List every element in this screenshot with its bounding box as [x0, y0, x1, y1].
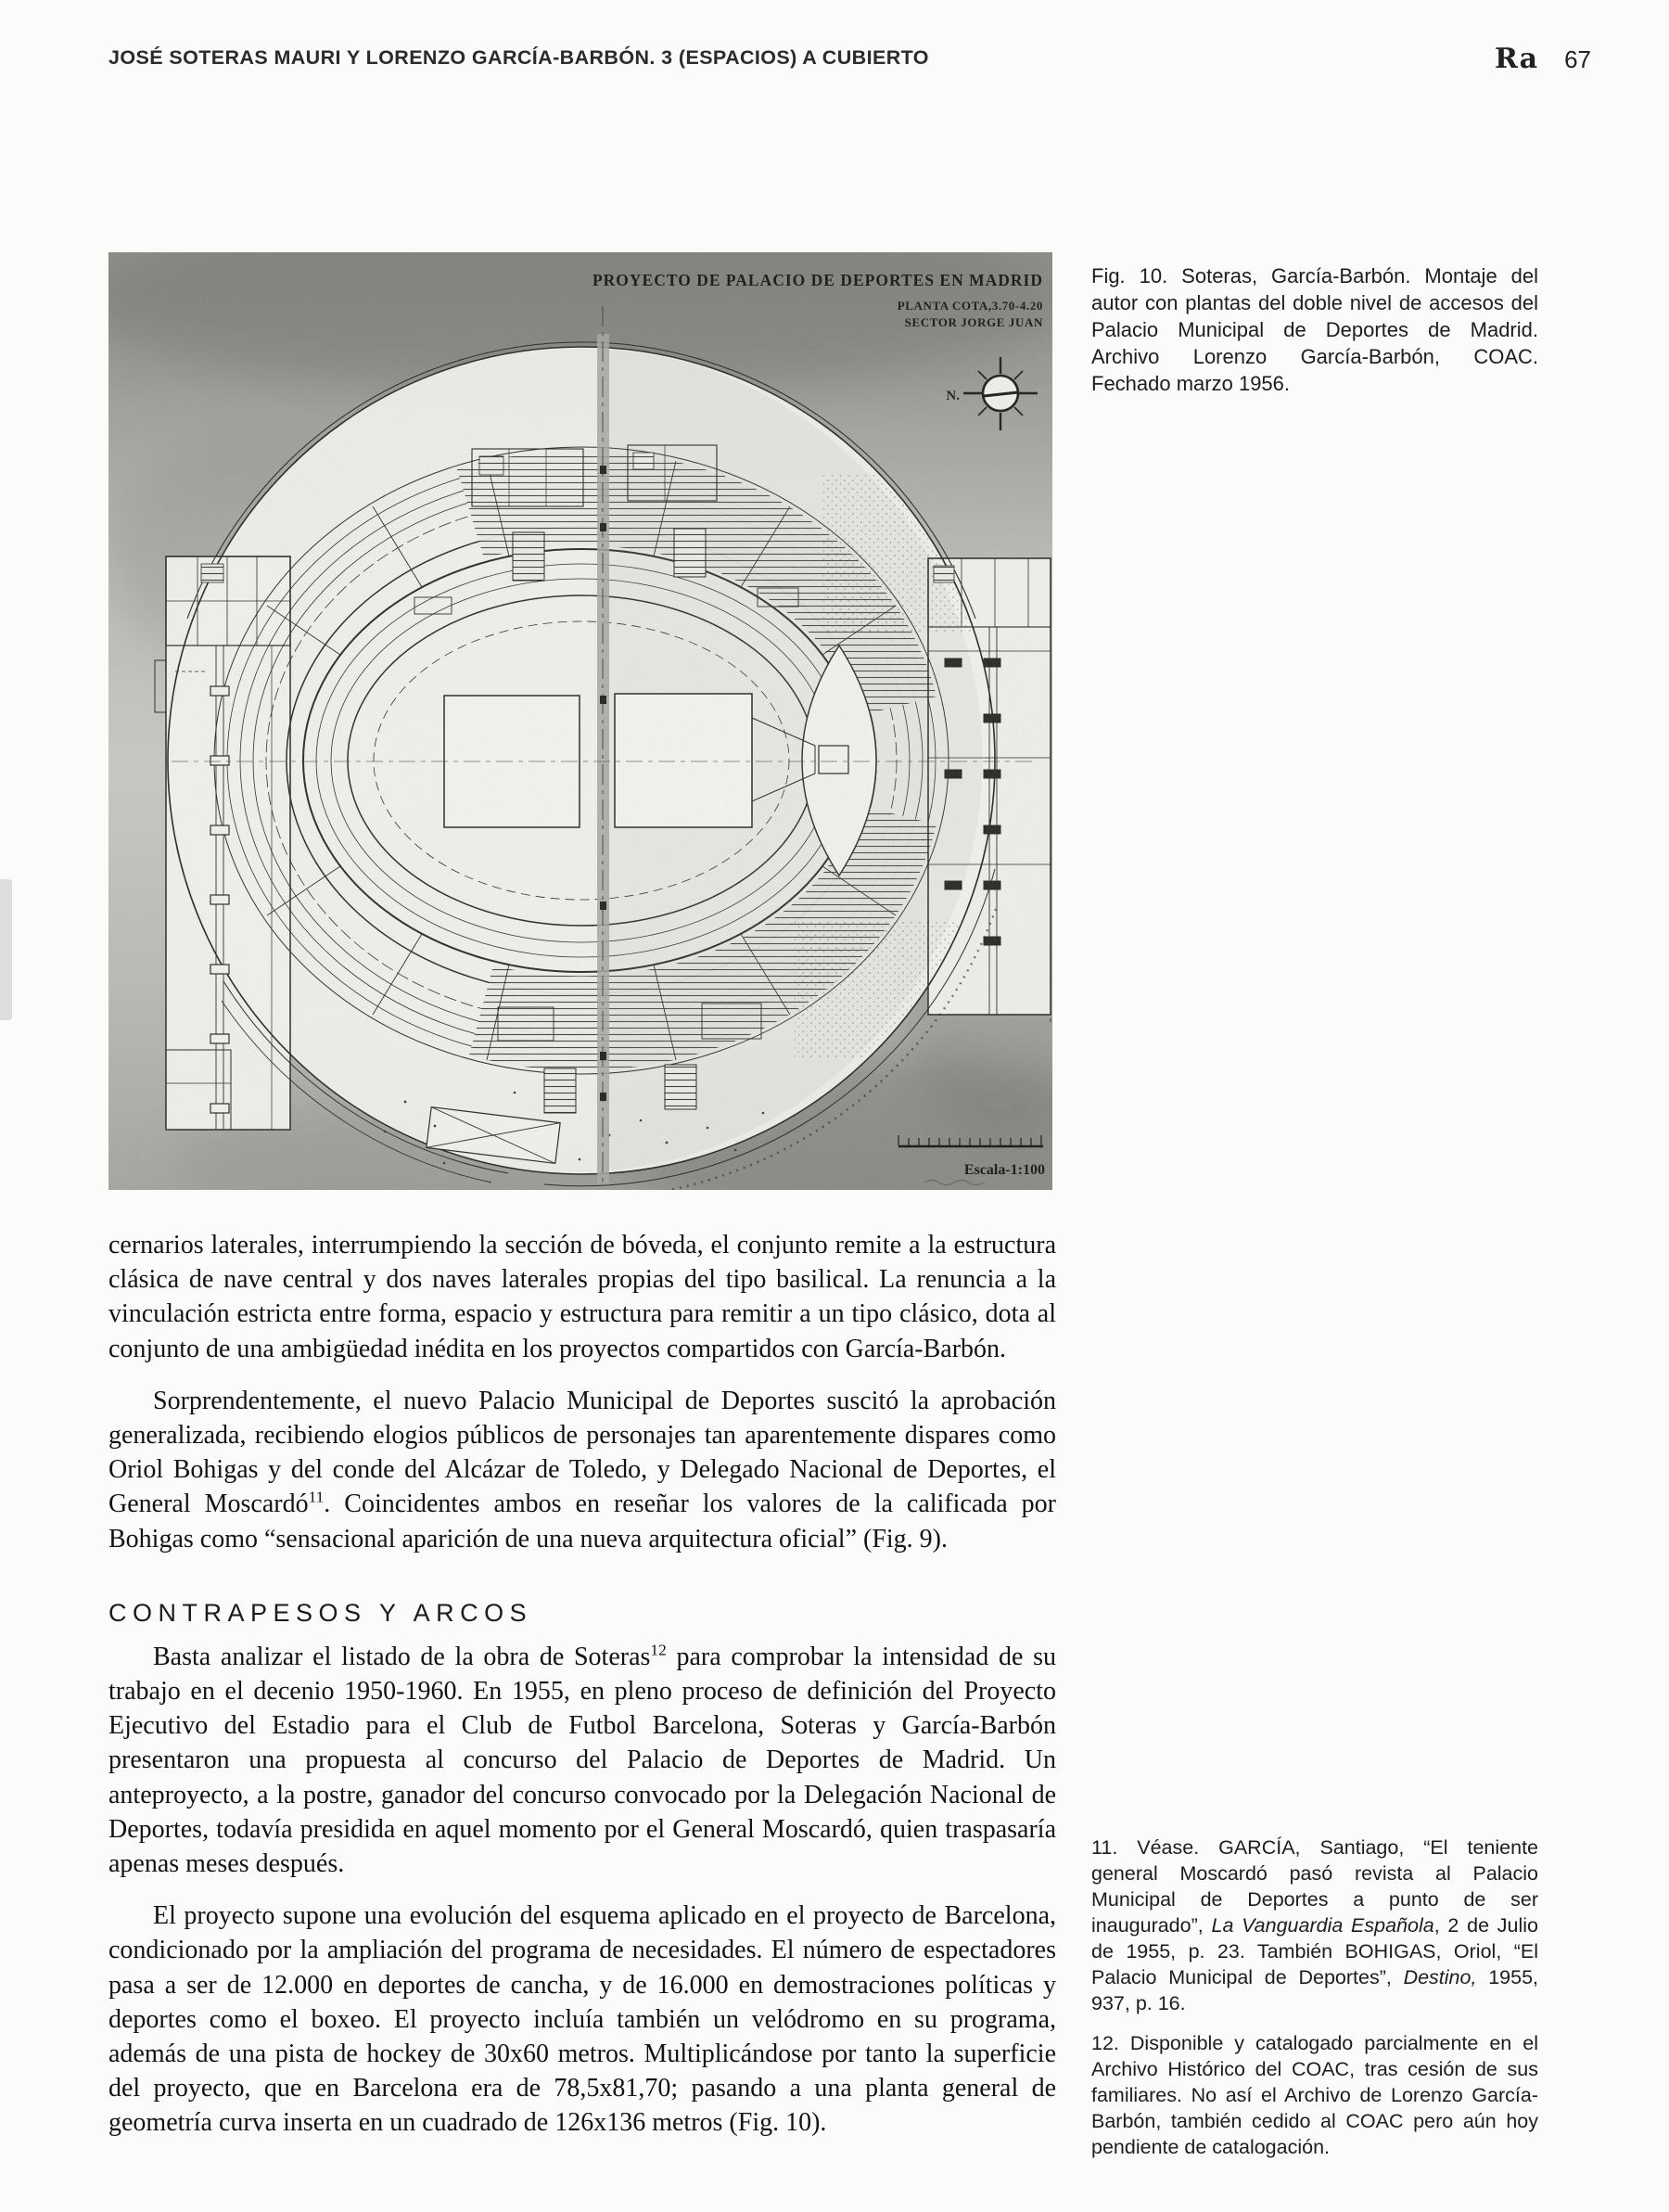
footnote-ref-12: 12	[650, 1641, 667, 1659]
footnote-text: 1955, 937, p. 16.	[1091, 1966, 1538, 2014]
paragraph-text: . Coincidentes ambos en reseñar los valores de la calificada por Bohigas como “sensacional aparición de una nueva arquitectura oficial” (Fig. 9).	[108, 1490, 1056, 1554]
plan-subtitle-sector: SECTOR JORGE JUAN	[904, 315, 1043, 329]
footnote-text: 11. Véase. GARCÍA, Santiago, “El teniente general Moscardó pasó revista al Palacio Municipal de Deportes a punto de ser inaugurado”,	[1091, 1836, 1538, 1937]
footnote-text: , 2 de Julio de 1955, p. 23. También BOHIGAS, Oriol, “El Palacio Municipal de Deportes”,	[1091, 1914, 1539, 1988]
footnote-11	[1091, 1835, 1538, 2016]
section-heading: CONTRAPESOS Y ARCOS	[108, 1598, 533, 1627]
footnote-ref-11: 11	[308, 1489, 325, 1507]
footnote-12: 12. Disponible y catalogado parcialmente en el Archivo Histórico del COAC, tras cesión de sus familiares. No así el Archivo de Lorenzo García-Barbón, también cedido al COAC pero aún hoy pendiente de catalogación.	[1091, 2032, 1538, 2158]
paragraph-text: Basta analizar el listado de la obra de Soteras	[153, 1642, 651, 1671]
paragraph-text: Sorprendentemente, el nuevo Palacio Municipal de Deportes suscitó la aprobación generalizada, recibiendo elogios públicos de personajes tan aparentemente dispares como Oriol Bohigas y del conde del Alcázar de Toledo, y Delegado Nacional de Deportes, el General Moscardó	[108, 1386, 1056, 1519]
footnotes-column	[1091, 1835, 1538, 2160]
figure-caption: Fig. 10. Soteras, García-Barbón. Montaje del autor con plantas del doble nivel de accesos del Palacio Municipal de Deportes de Madrid. Archivo Lorenzo García-Barbón, COAC. Fechado marzo 1956.	[1091, 264, 1538, 395]
page-number: 67	[1564, 45, 1591, 73]
scale-label: Escala-1:100	[963, 1162, 1045, 1178]
cited-work-title: Destino,	[1403, 1966, 1477, 1988]
photo-grain	[108, 252, 1052, 1190]
plan-subtitle-cota: PLANTA COTA,3.70-4.20	[897, 299, 1043, 313]
body-paragraph	[108, 1640, 1056, 1881]
north-label: N.	[946, 389, 960, 403]
body-paragraph	[108, 1384, 1056, 1556]
scan-edge-artifact	[0, 879, 12, 1020]
cited-work-title: La Vanguardia Española	[1211, 1914, 1434, 1937]
body-paragraph: cernarios laterales, interrumpiendo la sección de bóveda, el conjunto remite a la estructura clásica de nave central y dos naves laterales propias del tipo basilical. La renuncia a la vinculación estricta entre forma, espacio y estructura para remitir a un tipo clásico, dota al conjunto de una ambigüedad inédita en los proyectos compartidos con García-Barbón.	[108, 1231, 1056, 1363]
figure-10-photo	[108, 252, 1052, 1190]
body-paragraph: El proyecto supone una evolución del esquema aplicado en el proyecto de Barcelona, condicionado por la ampliación del programa de necesidades. El número de espectadores pasa a ser de 12.000 en deportes de cancha, y de 16.000 en demostraciones políticas y deportes como el boxeo. El proyecto incluía también un velódromo en su programa, además de una pista de hockey de 30x60 metros. Multiplicándose por tanto la superficie del proyecto, que en Barcelona era de 78,5x81,70; pasando a una planta general de geometría curva inserta en un cuadrado de 126x136 metros (Fig. 10).	[108, 1901, 1056, 2138]
journal-mark: Ra	[1495, 43, 1539, 75]
palace-plan-drawing	[108, 252, 1052, 1190]
article-column	[108, 1228, 1056, 2141]
running-title: JOSÉ SOTERAS MAURI Y LORENZO GARCÍA-BARBÓN. 3 (ESPACIOS) A CUBIERTO	[108, 46, 929, 69]
folio	[1495, 43, 1591, 75]
paragraph-text: para comprobar la intensidad de su trabajo en el decenio 1950-1960. En 1955, en pleno proceso de definición del Proyecto Ejecutivo del Estadio para el Club de Futbol Barcelona, Soteras y García-Barbón presentaron una propuesta al concurso del Palacio de Deportes de Madrid. Un anteproyecto, a la postre, ganador del concurso convocado por la Delegación Nacional de Deportes, todavía presidida en aquel momento por el General Moscardó, quien traspasaría apenas meses después.	[108, 1642, 1056, 1879]
plan-title: PROYECTO DE PALACIO DE DEPORTES EN MADRID	[592, 271, 1043, 289]
